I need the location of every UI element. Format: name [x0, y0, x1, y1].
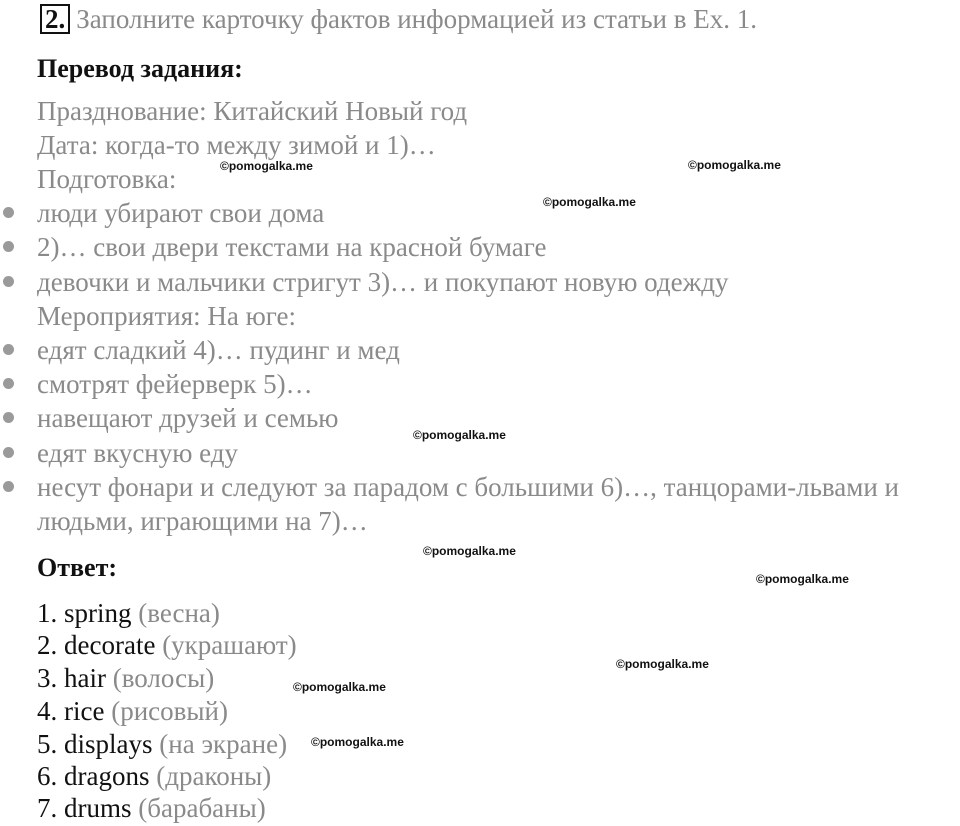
answer-item	[37, 759, 271, 793]
watermark: ©pomogalka.me	[423, 544, 516, 558]
bullet-icon	[3, 207, 14, 218]
answer-item	[37, 661, 214, 695]
answer-heading: Ответ:	[37, 553, 118, 582]
answer-translation: (барабаны)	[138, 793, 266, 823]
watermark: ©pomogalka.me	[688, 158, 781, 172]
task-text: Заполните карточку фактов информацией из статьи в Ex. 1.	[76, 4, 757, 34]
card-events: Мероприятия: На юге:	[37, 301, 296, 331]
card-date: Дата: когда-то между зимой и 1)…	[37, 130, 436, 160]
bullet-icon	[3, 344, 14, 355]
bullet-icon	[3, 378, 14, 389]
task-line	[40, 2, 757, 36]
answer-key: 1. spring	[37, 598, 132, 628]
card-preparation: Подготовка:	[37, 164, 177, 194]
answer-translation: (весна)	[138, 598, 220, 628]
event-item: несут фонари и следуют за парадом с большими 6)…, танцорами-львами и	[37, 472, 900, 502]
prep-item: 2)… свои двери текстами на красной бумаге	[37, 232, 547, 262]
bullet-icon	[3, 481, 14, 492]
event-item: навещают друзей и семью	[37, 403, 339, 433]
answer-item	[37, 727, 287, 761]
watermark: ©pomogalka.me	[220, 159, 313, 173]
event-item: едят вкусную еду	[37, 438, 239, 468]
bullet-icon	[3, 276, 14, 287]
answer-key: 6. dragons	[37, 761, 150, 791]
answer-key: 3. hair	[37, 663, 106, 693]
prep-item: девочки и мальчики стригут 3)… и покупают новую одежду	[37, 267, 729, 297]
watermark: ©pomogalka.me	[616, 657, 709, 671]
answer-key: 4. rice	[37, 696, 105, 726]
bullet-icon	[3, 241, 14, 252]
event-item: едят сладкий 4)… пудинг и мед	[37, 335, 400, 365]
answer-item	[37, 791, 266, 825]
event-item-continuation: людьми, играющими на 7)…	[37, 506, 368, 536]
answer-item	[37, 694, 228, 728]
bullet-icon	[3, 447, 14, 458]
answer-item	[37, 628, 297, 662]
answer-translation: (рисовый)	[111, 696, 228, 726]
answer-key: 5. displays	[37, 729, 153, 759]
answer-key: 2. decorate	[37, 630, 156, 660]
card-celebration: Празднование: Китайский Новый год	[37, 96, 468, 126]
translation-heading: Перевод задания:	[37, 54, 243, 83]
bullet-icon	[3, 412, 14, 423]
answer-translation: (на экране)	[159, 729, 288, 759]
watermark: ©pomogalka.me	[543, 195, 636, 209]
answer-item	[37, 596, 220, 630]
watermark: ©pomogalka.me	[311, 735, 404, 749]
answer-translation: (драконы)	[156, 761, 272, 791]
watermark: ©pomogalka.me	[756, 572, 849, 586]
answer-key: 7. drums	[37, 793, 132, 823]
watermark: ©pomogalka.me	[293, 680, 386, 694]
answer-translation: (украшают)	[162, 630, 297, 660]
task-number: 2.	[40, 4, 70, 34]
prep-item: люди убирают свои дома	[37, 198, 325, 228]
answer-translation: (волосы)	[112, 663, 215, 693]
event-item: смотрят фейерверк 5)…	[37, 369, 313, 399]
watermark: ©pomogalka.me	[413, 428, 506, 442]
